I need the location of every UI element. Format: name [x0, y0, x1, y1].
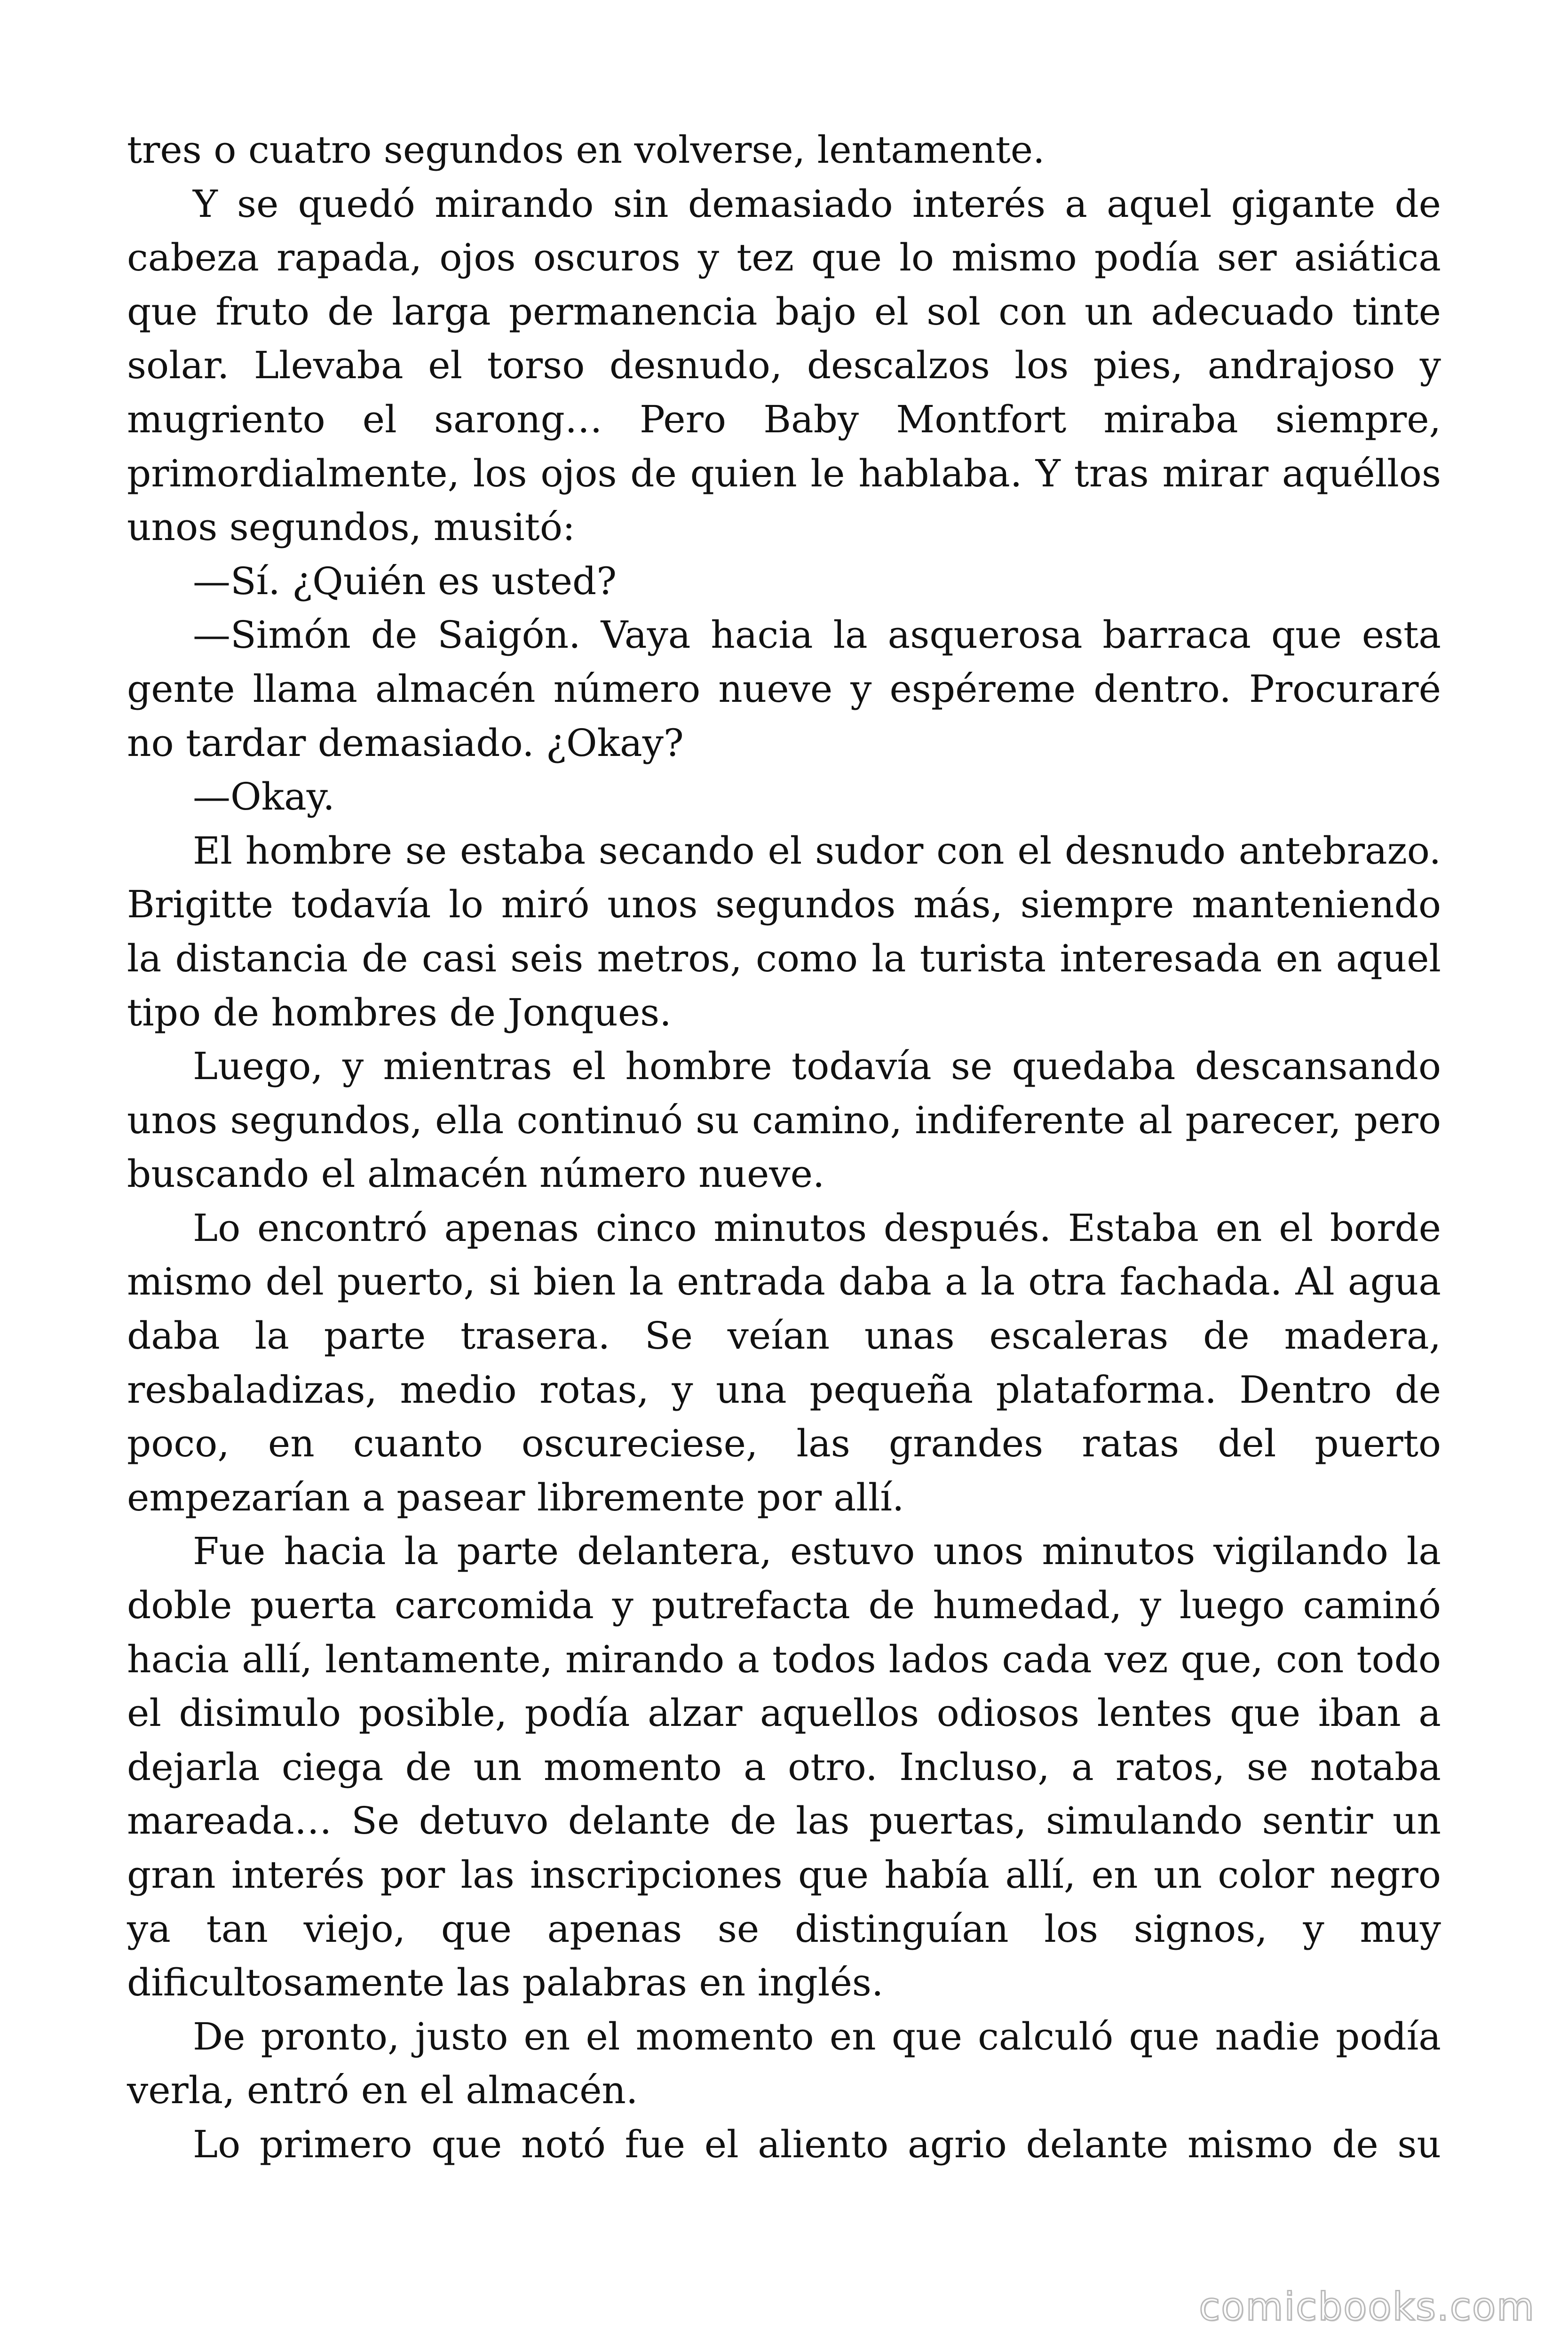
paragraph-3: —Sí. ¿Quién es usted? [193, 559, 617, 603]
paragraph-6: El hombre se estaba secando el sudor con el desnudo antebrazo. Brigitte todavía lo miró unos segundos más, siempre manteniendo la distancia de casi seis metros, como la turista interesada en aquel tipo de hombres de Jonques. [127, 828, 1441, 1034]
watermark-logo: comicbooks.com [1199, 2285, 1535, 2329]
paragraph-1: tres o cuatro segundos en volverse, lentamente. [127, 128, 1045, 172]
paragraph-8: Lo encontró apenas cinco minutos después. Estaba en el borde mismo del puerto, si bien la entrada daba a la otra fachada. Al agua daba la parte trasera. Se veían unas escaleras de madera, resbaladizas, medio rotas, y una pequeña plataforma. Dentro de poco, en cuanto oscureciese, las grandes ratas del puerto empezarían a pasear libremente por allí. [127, 1206, 1441, 1519]
paragraph-2: Y se quedó mirando sin demasiado interés a aquel gigante de cabeza rapada, ojos oscuros y tez que lo mismo podía ser asiática que fruto de larga permanencia bajo el sol con un adecuado tinte solar. Llevaba el torso desnudo, descalzos los pies, andrajoso y mugriento el sarong… Pero Baby Montfort miraba siempre, primordialmente, los ojos de quien le hablaba. Y tras mirar aquéllos unos segundos, musitó: [127, 182, 1441, 549]
paragraph-4: —Simón de Saigón. Vaya hacia la asquerosa barraca que esta gente llama almacén número nueve y espéreme dentro. Procuraré no tardar demasiado. ¿Okay? [127, 613, 1441, 765]
paragraph-7: Luego, y mientras el hombre todavía se quedaba descansando unos segundos, ella continuó su camino, indiferente al parecer, pero buscando el almacén número nueve. [127, 1044, 1441, 1196]
paragraph-11: Lo primero que notó fue el aliento agrio delante mismo de su [193, 2122, 1441, 2166]
book-page [127, 123, 1441, 2231]
paragraph-5: —Okay. [193, 775, 335, 819]
paragraph-9: Fue hacia la parte delantera, estuvo unos minutos vigilando la doble puerta carcomida y putrefacta de humedad, y luego caminó hacia allí, lentamente, mirando a todos lados cada vez que, con todo el disimulo posible, podía alzar aquellos odiosos lentes que iban a dejarla ciega de un momento a otro. Incluso, a ratos, se notaba mareada… Se detuvo delante de las puertas, simulando sentir un gran interés por las inscripciones que había allí, en un color negro ya tan viejo, que apenas se distinguían los signos, y muy dificultosamente las palabras en inglés. [127, 1529, 1441, 2005]
paragraph-10: De pronto, justo en el momento en que calculó que nadie podía verla, entró en el almacén. [127, 2014, 1441, 2113]
